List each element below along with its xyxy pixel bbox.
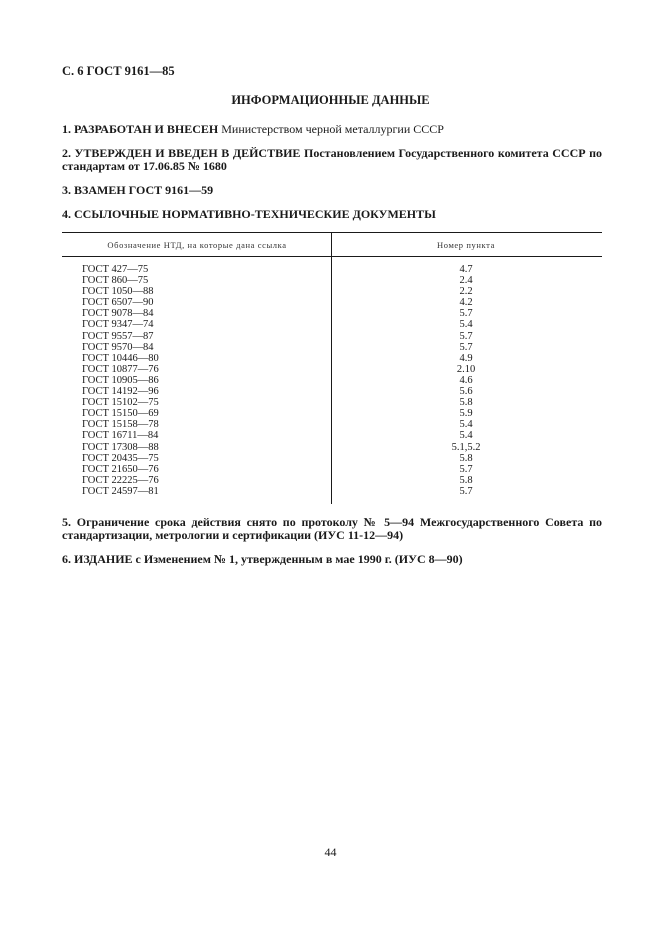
table-cell-ntd: ГОСТ 860—75 xyxy=(82,275,149,287)
table-cell-clause: 5.7 xyxy=(459,341,473,353)
table-cell-ntd: ГОСТ 21650—76 xyxy=(82,463,159,475)
table-cell-ntd: ГОСТ 9078—84 xyxy=(82,308,154,320)
table-cell-ntd: ГОСТ 427—75 xyxy=(82,264,149,275)
info-item-2 xyxy=(62,147,602,173)
table-cell-clause: 4.2 xyxy=(459,297,473,309)
table-cell-clause: 2.4 xyxy=(459,275,473,287)
info-item-4 xyxy=(62,208,602,221)
table-cell-ntd: ГОСТ 6507—90 xyxy=(82,297,154,309)
table-cell-clause: 4.6 xyxy=(459,374,473,386)
table-cell-clause: 5.7 xyxy=(459,308,473,320)
table-cell-ntd: ГОСТ 22225—76 xyxy=(82,474,159,486)
page-number: 44 xyxy=(324,845,337,859)
item-number: 1. xyxy=(62,122,71,136)
table-cell-ntd: ГОСТ 20435—75 xyxy=(82,452,159,464)
table-cell-ntd: ГОСТ 24597—81 xyxy=(82,485,159,497)
info-item-6 xyxy=(62,553,602,566)
item-bold-text: ВЗАМЕН ГОСТ 9161—59 xyxy=(74,183,214,197)
table-cell-ntd: ГОСТ 10877—76 xyxy=(82,363,159,375)
table-cell-clause: 5.7 xyxy=(459,330,473,342)
table-header-ntd: Обозначение НТД, на которые дана ссылка xyxy=(107,240,287,250)
table-cell-ntd: ГОСТ 10905—86 xyxy=(82,374,159,386)
table-cell-clause: 5.4 xyxy=(459,430,473,442)
table-cell-ntd: ГОСТ 15102—75 xyxy=(82,397,159,409)
table-cell-ntd: ГОСТ 15158—78 xyxy=(82,419,159,431)
table-cell-ntd: ГОСТ 17308—88 xyxy=(82,441,159,453)
table-cell-clause: 5.4 xyxy=(459,419,473,431)
item-text: с Изменением № 1, утвержденным в мае 1990 г. (ИУС 8—90) xyxy=(135,552,463,566)
table-cell-ntd: ГОСТ 1050—88 xyxy=(82,286,154,298)
table-column-divider xyxy=(331,232,332,504)
running-header: С. 6 ГОСТ 9161—85 xyxy=(62,64,175,78)
item-number: 2. xyxy=(62,146,71,160)
item-number: 3. xyxy=(62,183,71,197)
table-cell-clause: 2.10 xyxy=(456,363,476,375)
table-cell-clause: 5.8 xyxy=(459,452,473,464)
table-cell-clause: 5.8 xyxy=(459,474,473,486)
table-cell-clause: 4.7 xyxy=(459,264,473,275)
table-cell-ntd: ГОСТ 9347—74 xyxy=(82,319,154,331)
item-text: Министерством черной металлургии СССР xyxy=(221,122,444,136)
table-top-rule xyxy=(62,232,602,233)
table-cell-clause: 5.1,5.2 xyxy=(451,441,481,453)
table-cell-clause: 4.9 xyxy=(459,352,473,364)
info-item-5 xyxy=(62,516,602,542)
page-title: ИНФОРМАЦИОННЫЕ ДАННЫЕ xyxy=(231,93,430,107)
table-cell-clause: 5.8 xyxy=(459,397,473,409)
item-number: 5. xyxy=(62,515,71,529)
table-cell-ntd: ГОСТ 9570—84 xyxy=(82,341,154,353)
table-cell-clause: 5.7 xyxy=(459,485,473,497)
item-number: 6. xyxy=(62,552,71,566)
table-header-clause: Номер пункта xyxy=(437,240,495,250)
table-ntd-column xyxy=(82,264,159,497)
table-cell-clause: 5.4 xyxy=(459,319,473,331)
table-cell-clause: 2.2 xyxy=(459,286,473,298)
table-clause-column xyxy=(334,264,598,497)
item-text: Ограничение срока действия снято по протоколу № 5—94 Межгосударственного Совета по стандартизации, метрологии и сертификации (ИУС 11-12—94) xyxy=(62,515,602,542)
table-cell-ntd: ГОСТ 9557—87 xyxy=(82,330,154,342)
info-item-3 xyxy=(62,184,602,197)
table-cell-ntd: ГОСТ 16711—84 xyxy=(82,430,159,442)
item-text: Постановлением Государственного комитета СССР по стандартам от 17.06.85 № 1680 xyxy=(62,146,603,173)
table-cell-ntd: ГОСТ 15150—69 xyxy=(82,408,159,420)
item-bold-text: УТВЕРЖДЕН И ВВЕДЕН В ДЕЙСТВИЕ xyxy=(74,146,301,160)
info-item-1 xyxy=(62,123,602,136)
table-header-rule xyxy=(62,256,602,257)
table-cell-ntd: ГОСТ 14192—96 xyxy=(82,386,159,398)
item-bold-text: РАЗРАБОТАН И ВНЕСЕН xyxy=(74,122,219,136)
item-number: 4. xyxy=(62,207,71,221)
item-bold-text: ССЫЛОЧНЫЕ НОРМАТИВНО-ТЕХНИЧЕСКИЕ ДОКУМЕНТЫ xyxy=(74,207,436,221)
table-cell-ntd: ГОСТ 10446—80 xyxy=(82,352,159,364)
table-cell-clause: 5.6 xyxy=(459,386,473,398)
table-cell-clause: 5.9 xyxy=(459,408,473,420)
item-bold-text: ИЗДАНИЕ xyxy=(74,552,133,566)
table-cell-clause: 5.7 xyxy=(459,463,473,475)
